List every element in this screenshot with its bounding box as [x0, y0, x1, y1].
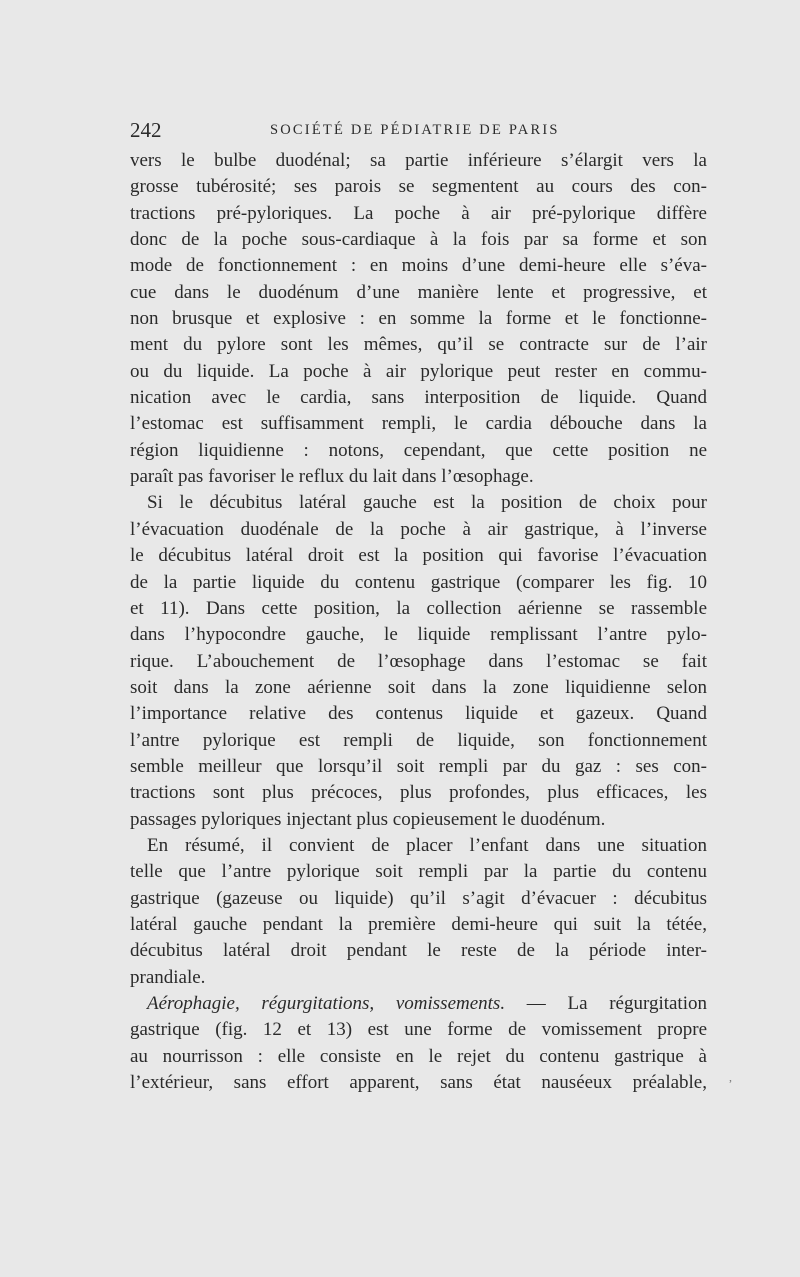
page-header	[130, 118, 707, 146]
text-line: non brusque et explosive : en somme la forme et le fonctionne-	[130, 308, 707, 330]
text-line: latéral gauche pendant la première demi-heure qui suit la tétée,	[130, 913, 707, 935]
section-heading-italic: Aérophagie, régurgitations, vomissements.	[147, 993, 506, 1014]
text-line: l’extérieur, sans effort apparent, sans état nauséeux préalable,	[130, 1072, 707, 1094]
paragraph-4	[130, 991, 707, 1096]
text-line: ou du liquide. La poche à air pylorique peut rester en commu-	[130, 360, 707, 382]
text-line: nication avec le cardia, sans interposition de liquide. Quand	[130, 387, 707, 409]
body-text	[130, 148, 707, 1096]
text-line: ment du pylore sont les mêmes, qu’il se contracte sur de l’air	[130, 334, 707, 356]
text-line: telle que l’antre pylorique soit rempli par la partie du contenu	[130, 861, 707, 883]
text-line: paraît pas favoriser le reflux du lait dans l’œsophage.	[130, 466, 534, 488]
text-line: l’importance relative des contenus liquide et gazeux. Quand	[130, 703, 707, 725]
text-line: rique. L’abouchement de l’œsophage dans l’estomac se fait	[130, 650, 707, 672]
text-line: gastrique (fig. 12 et 13) est une forme de vomissement propre	[130, 1019, 707, 1041]
text-line: cue dans le duodénum d’une manière lente et progressive, et	[130, 281, 707, 303]
text-line: de la partie liquide du contenu gastrique (comparer les fig. 10	[130, 571, 707, 593]
running-title: SOCIÉTÉ DE PÉDIATRIE DE PARIS	[270, 122, 560, 138]
text-line: au nourrisson : elle consiste en le rejet du contenu gastrique à	[130, 1045, 707, 1067]
text-line: Si le décubitus latéral gauche est la position de choix pour	[147, 492, 707, 514]
text-line: l’antre pylorique est rempli de liquide, son fonctionnement	[130, 729, 707, 751]
paragraph-1	[130, 148, 707, 490]
text-line: En résumé, il convient de placer l’enfant dans une situation	[147, 834, 707, 856]
margin-speck: ,	[729, 1070, 732, 1084]
text-line: gastrique (gazeuse ou liquide) qu’il s’agit d’évacuer : décubitus	[130, 887, 707, 909]
text-line: et 11). Dans cette position, la collection aérienne se rassemble	[130, 597, 707, 619]
paragraph-2	[130, 490, 707, 832]
text-line: dans l’hypocondre gauche, le liquide remplissant l’antre pylo-	[130, 624, 707, 646]
text-line: tractions sont plus précoces, plus profondes, plus efficaces, les	[130, 782, 707, 804]
text-line: semble meilleur que lorsqu’il soit rempli par du gaz : ses con-	[130, 755, 707, 777]
text-line: région liquidienne : notons, cependant, que cette position ne	[130, 439, 707, 461]
text-line: tractions pré-pyloriques. La poche à air pré-pylorique diffère	[130, 202, 707, 224]
text-line: prandiale.	[130, 966, 206, 988]
text-line: l’estomac est suffisamment rempli, le cardia débouche dans la	[130, 413, 707, 435]
text-line: donc de la poche sous-cardiaque à la fois par sa forme et son	[130, 229, 707, 251]
text-line: décubitus latéral droit pendant le reste de la période inter-	[130, 940, 707, 962]
text-line: mode de fonctionnement : en moins d’une demi-heure elle s’éva-	[130, 255, 707, 277]
heading-continuation: — La régurgitation	[526, 993, 707, 1014]
text-line: grosse tubérosité; ses parois se segmentent au cours des con-	[130, 176, 707, 198]
page-number: 242	[130, 118, 162, 142]
paragraph-3	[130, 833, 707, 991]
text-line: l’évacuation duodénale de la poche à air gastrique, à l’inverse	[130, 518, 707, 540]
text-line: passages pyloriques injectant plus copieusement le duodénum.	[130, 808, 606, 830]
text-line: le décubitus latéral droit est la position qui favorise l’évacuation	[130, 545, 707, 567]
text-line: vers le bulbe duodénal; sa partie inférieure s’élargit vers la	[130, 150, 707, 171]
text-line: soit dans la zone aérienne soit dans la zone liquidienne selon	[130, 676, 707, 698]
text-line	[130, 991, 707, 1017]
